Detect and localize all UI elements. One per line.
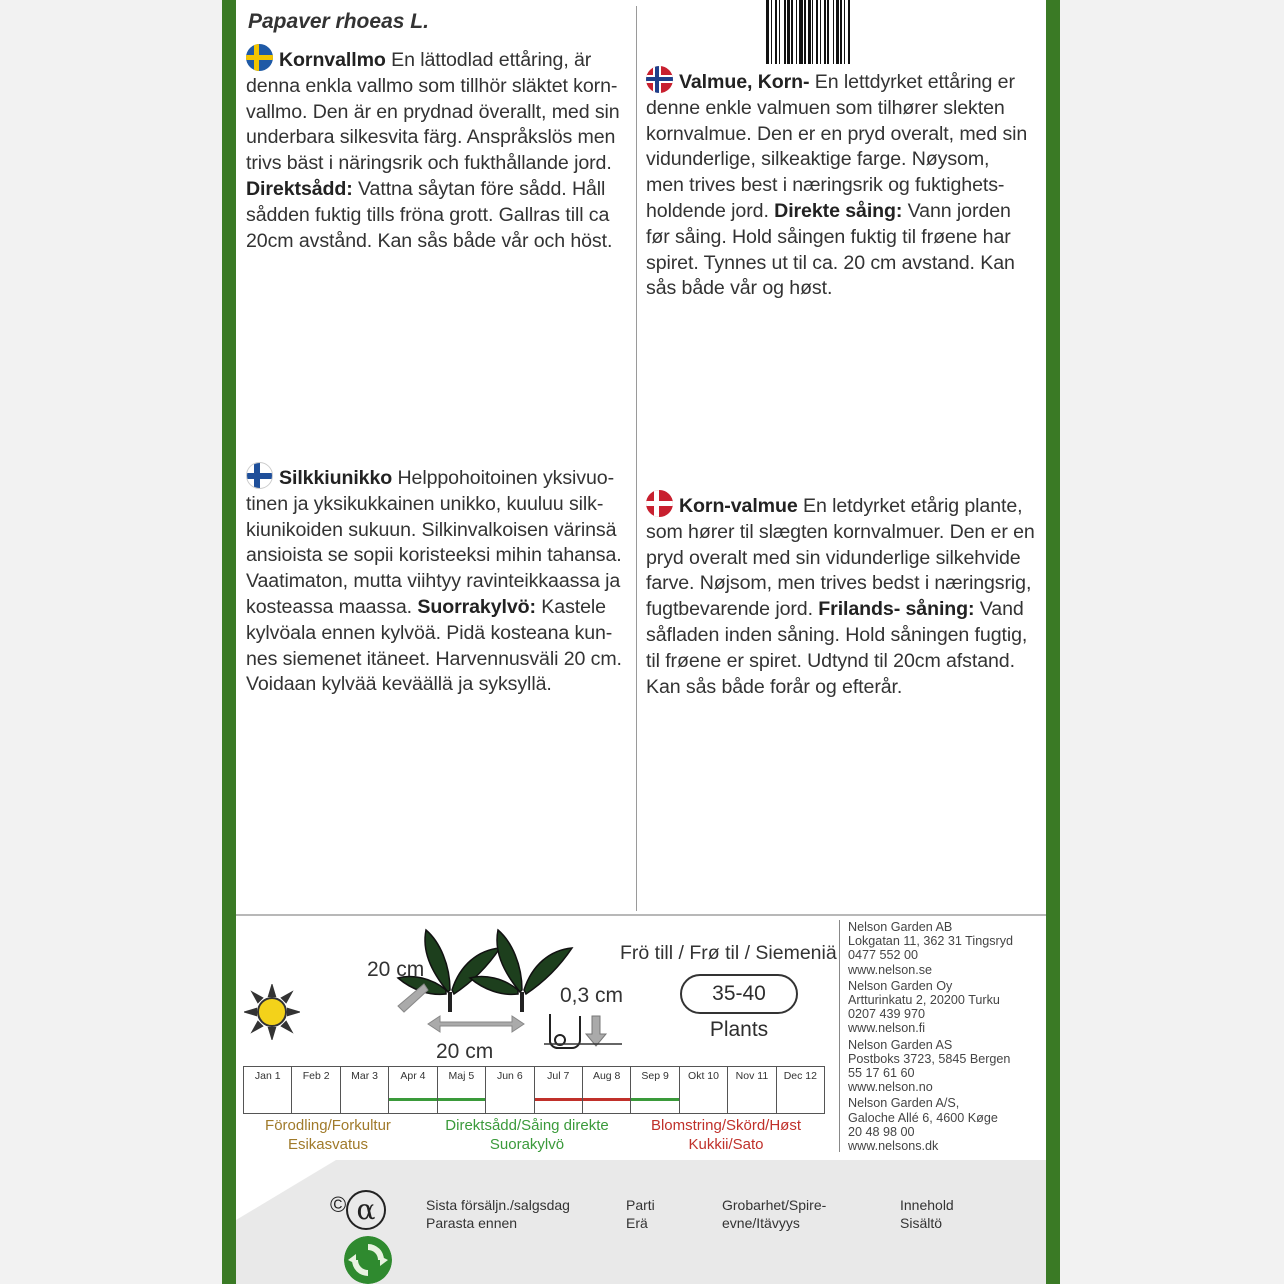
section-norwegian: [646, 66, 1032, 302]
sun-icon: [244, 984, 300, 1040]
field-label: Parasta ennen: [426, 1215, 518, 1231]
month-label: Maj 5: [448, 1070, 475, 1082]
month-label: Feb 2: [302, 1070, 330, 1082]
legend-direct-sowing: [420, 1116, 634, 1154]
company-phone: 55 17 61 60: [848, 1066, 915, 1081]
month-cell: [486, 1067, 534, 1113]
bloom-period-bar: [535, 1098, 582, 1101]
seeds-heading: Frö till / Frø til / Siemeniä: [620, 942, 837, 964]
month-label: Jun 6: [496, 1070, 523, 1082]
sowing-calendar: [243, 1066, 825, 1114]
month-cell: [535, 1067, 583, 1113]
field-label: evne/Itävyys: [722, 1215, 800, 1231]
section-intro: En lättodlad ettåring, är denna enkla vallmo som tillhör släktet korn- vallmo. Den är en prydnad överallt, med sin underbara silkesvita färg. Anspråkslös men trivs bäst i näringsrik och fukthållande jord.: [246, 49, 620, 175]
legend-precultivation: [250, 1116, 406, 1154]
field-label: Innehold: [900, 1197, 954, 1213]
legend-line: Direktsådd/Såing direkte: [445, 1117, 609, 1134]
company-name: Nelson Garden AS: [848, 1037, 953, 1052]
contact-denmark: [848, 1096, 1044, 1153]
left-green-stripe: [222, 0, 236, 1284]
company-name: Nelson Garden A/S,: [848, 1096, 960, 1111]
legend-line: Blomstring/Skörd/Høst: [650, 1117, 802, 1134]
section-intro: En letdyrket etårig plante, som hører til slægten kornvalmuer. Den er en pryd overalt med sin vidunderlige silkehvide farve. Nøjsom, men trives bedst i næringsrig, fugtbevarende jord.: [646, 495, 1035, 621]
legend-line: Förodling/Forkultur: [265, 1117, 391, 1134]
contact-norway: [848, 1038, 1044, 1095]
company-phone: 20 48 98 00: [848, 1124, 915, 1139]
month-cell: [389, 1067, 437, 1113]
month-label: Jul 7: [547, 1070, 570, 1082]
sweden-flag-icon: [246, 44, 273, 71]
section-swedish: [246, 44, 632, 254]
row-spacing-label: 20 cm: [367, 958, 425, 981]
seed-count-badge: 35-40: [680, 974, 798, 1014]
legend-line: Kukkii/Sato: [688, 1136, 764, 1153]
section-intro: Helppohoitoinen yksivuo- tinen ja yksikukkainen unikko, kuuluu silk- kiunikoiden sukuun. Silkinvalkoisen värinsä ansioista se sopii koristeeksi mihin tahansa. Vaatimaton, mutta viihtyy ravinteikkaassa ja kosteassa maassa.: [246, 467, 622, 618]
plant-spacing-label: 20 cm: [436, 1040, 494, 1063]
month-label: Mar 3: [351, 1070, 378, 1082]
sowing-period-bar: [438, 1098, 485, 1101]
company-address: Postboks 3723, 5845 Bergen: [848, 1051, 1011, 1066]
month-cell: [292, 1067, 340, 1113]
month-label: Okt 10: [688, 1070, 719, 1082]
month-label: Dec 12: [783, 1070, 817, 1082]
sowing-title: Direkte såing:: [774, 199, 903, 222]
contact-list: [848, 920, 1044, 1155]
field-label: Parti: [626, 1197, 655, 1213]
section-finnish: [246, 462, 632, 698]
section-name: Korn-valmue: [679, 495, 798, 517]
sowing-title: Suorrakylvö:: [417, 595, 536, 618]
month-cell: [728, 1067, 776, 1113]
company-website: www.nelson.no: [848, 1080, 933, 1095]
contents-field: [900, 1196, 1000, 1232]
sowing-period-bar: [389, 1098, 436, 1101]
seed-count-unit: Plants: [709, 1018, 769, 1041]
company-name: Nelson Garden Oy: [848, 978, 953, 993]
sowing-text: Vann jorden før såing. Hold såingen fuktig til frøene har spiret. Tynnes ut til ca. 20 cm avstand. Kan sås både vår og høst.: [646, 199, 1015, 300]
green-dot-recycle-icon: [344, 1236, 392, 1284]
section-name: Valmue, Korn-: [679, 71, 810, 93]
month-cell: [777, 1067, 824, 1113]
month-label: Sep 9: [641, 1070, 669, 1082]
finland-flag-icon: [246, 462, 273, 489]
column-divider: [636, 6, 637, 911]
section-danish: [646, 490, 1036, 700]
sowing-text: Kastele kylvöala ennen kylvöä. Pidä kosteana kun- nes siemenet itäneet. Harvennusväli 20 cm. Voidaan kylvää keväällä ja syksyllä.: [246, 595, 622, 696]
field-label: Grobarhet/Spire-: [722, 1197, 827, 1213]
month-cell: [438, 1067, 486, 1113]
norway-flag-icon: [646, 66, 673, 93]
company-website: www.nelson.fi: [848, 1021, 925, 1036]
field-label: Erä: [626, 1215, 648, 1231]
company-address: Galoche Allé 6, 4600 Køge: [848, 1110, 998, 1125]
sowing-period-bar: [631, 1098, 678, 1101]
barcode-bar: [850, 0, 851, 64]
month-cell: [680, 1067, 728, 1113]
month-label: Apr 4: [400, 1070, 426, 1082]
month-cell: [583, 1067, 631, 1113]
sow-depth-label: 0,3 cm: [560, 984, 624, 1007]
sowing-text: Vand såfladen inden såning. Hold såningen fugtig, til frøene er spiret. Udtynd til 20cm afstand. Kan sås både forår og efterår.: [646, 598, 1028, 698]
company-phone: 0477 552 00: [848, 948, 919, 963]
sowing-title: Direktsådd:: [246, 177, 353, 200]
month-cell: [341, 1067, 389, 1113]
sowing-title: Frilands- såning:: [818, 598, 975, 621]
company-website: www.nelsons.dk: [848, 1139, 939, 1154]
right-green-stripe: [1046, 0, 1060, 1284]
denmark-flag-icon: [646, 490, 673, 517]
company-phone: 0207 439 970: [848, 1007, 926, 1022]
batch-field: [626, 1196, 686, 1232]
month-label: Nov 11: [735, 1070, 769, 1082]
section-name: Silkkiunikko: [279, 467, 393, 489]
contact-divider: [839, 920, 840, 1152]
section-intro: En lettdyrket ettåring er denne enkle valmuen som tilhører slekten kornvalmue. Den er en pryd overalt, med sin vidunderlige, silkeaktige farge. Nøysom, men trives best i næringsrik og fuktighets- holdende jord.: [646, 71, 1028, 222]
barcode-icon: [766, 0, 1020, 64]
legend-line: Suorakylvö: [489, 1136, 565, 1153]
month-cell: [631, 1067, 679, 1113]
company-website: www.nelson.se: [848, 962, 932, 977]
copyright-mark: ©: [330, 1192, 347, 1217]
month-label: Aug 8: [592, 1070, 621, 1082]
contact-sweden: [848, 920, 1044, 977]
latin-name: Papaver rhoeas L.: [248, 10, 429, 33]
company-address: Artturinkatu 2, 20200 Turku: [848, 993, 1000, 1008]
sowing-text: Vattna såytan före sådd. Håll sådden fuktig tills fröna grott. Gallras till ca 20cm avstånd. Kan sås både vår och höst.: [246, 177, 613, 252]
field-label: Sista försäljn./salgsdag: [426, 1197, 570, 1213]
section-name: Kornvallmo: [279, 49, 386, 71]
company-name: Nelson Garden AB: [848, 920, 953, 934]
field-label: Sisältö: [900, 1215, 943, 1231]
bloom-period-bar: [583, 1098, 630, 1101]
legend-line: Esikasvatus: [287, 1136, 369, 1153]
month-cell: [244, 1067, 292, 1113]
alpha-mark: α: [346, 1190, 386, 1230]
contact-finland: [848, 979, 1044, 1036]
germination-field: [722, 1196, 852, 1232]
company-address: Lokgatan 11, 362 31 Tingsryd: [848, 934, 1014, 949]
legend-blooming: [636, 1116, 816, 1154]
sell-by-field: [426, 1196, 596, 1232]
section-divider: [236, 914, 1046, 916]
month-label: Jan 1: [254, 1070, 281, 1082]
